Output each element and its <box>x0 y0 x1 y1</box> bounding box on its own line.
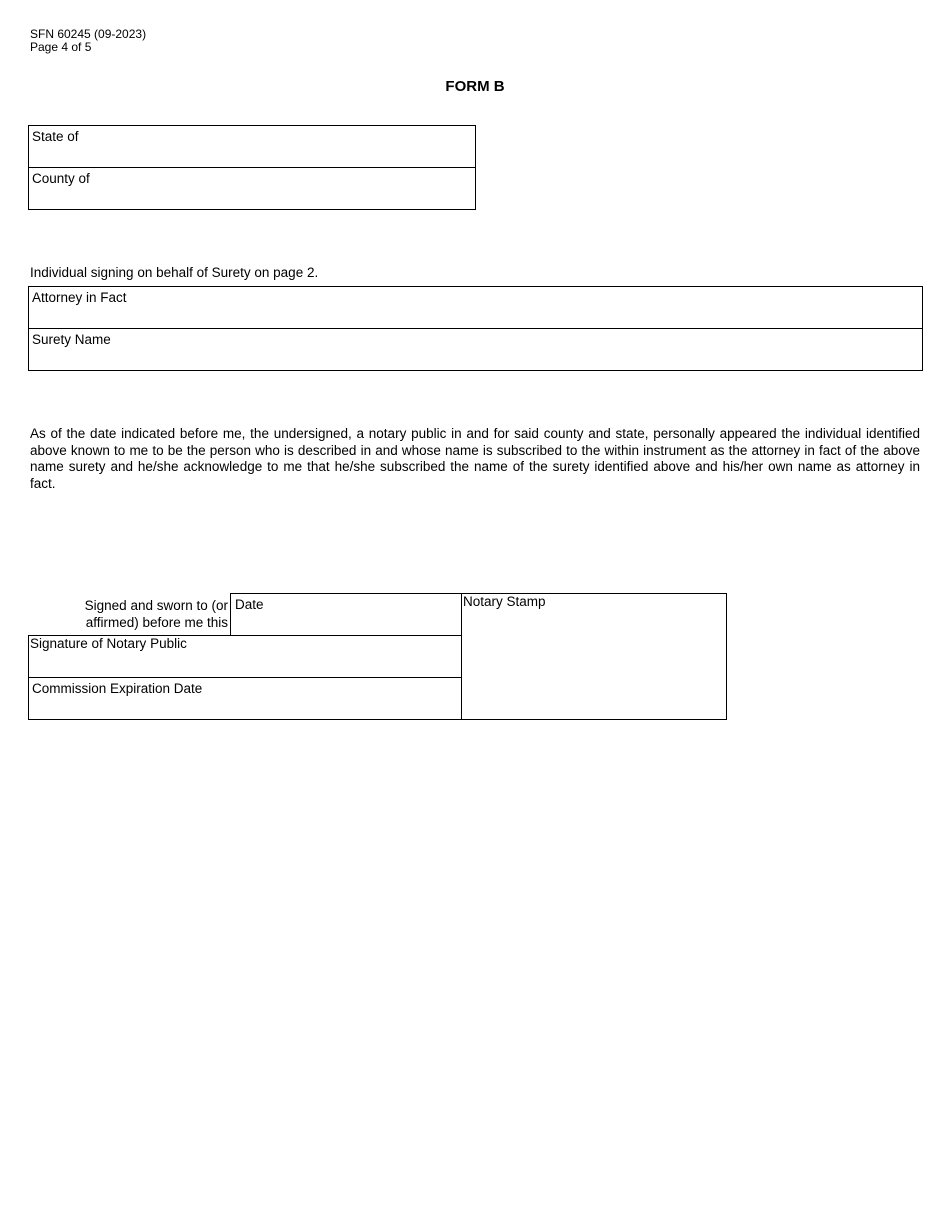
county-field[interactable] <box>28 167 476 210</box>
notary-signature-label: Signature of Notary Public <box>30 636 187 651</box>
notary-stamp-box <box>461 593 727 720</box>
acknowledgment-paragraph: As of the date indicated before me, the undersigned, a notary public in and for said county and state, personally appeared the individual identified above known to me to be the person who is described in and whose name is subscribed to the within instrument as the attorney in fact of the above name surety and he/she acknowledge to me that he/she subscribed the name of the surety identified above and his/her own name as attorney in fact. <box>30 426 920 492</box>
commission-expiration-field[interactable] <box>28 677 462 720</box>
page-number: Page 4 of 5 <box>30 40 92 54</box>
form-number: SFN 60245 (09-2023) <box>30 27 147 41</box>
state-field[interactable] <box>28 125 476 168</box>
sworn-line-1: Signed and sworn to (or <box>84 598 228 613</box>
state-label: State of <box>32 129 79 144</box>
attorney-in-fact-field[interactable] <box>28 286 923 329</box>
commission-expiration-label: Commission Expiration Date <box>32 681 203 696</box>
county-label: County of <box>32 171 90 186</box>
date-field[interactable] <box>230 593 462 636</box>
notary-stamp-label: Notary Stamp <box>463 594 546 609</box>
surety-name-label: Surety Name <box>32 332 111 347</box>
date-label: Date <box>235 597 264 612</box>
attorney-in-fact-label: Attorney in Fact <box>32 290 127 305</box>
surety-intro: Individual signing on behalf of Surety on page 2. <box>30 265 319 280</box>
notary-signature-field[interactable] <box>28 635 462 678</box>
surety-name-field[interactable] <box>28 328 923 371</box>
sworn-line-2: affirmed) before me this <box>85 615 228 630</box>
page-title: FORM B <box>445 78 505 95</box>
sworn-statement <box>85 597 228 631</box>
